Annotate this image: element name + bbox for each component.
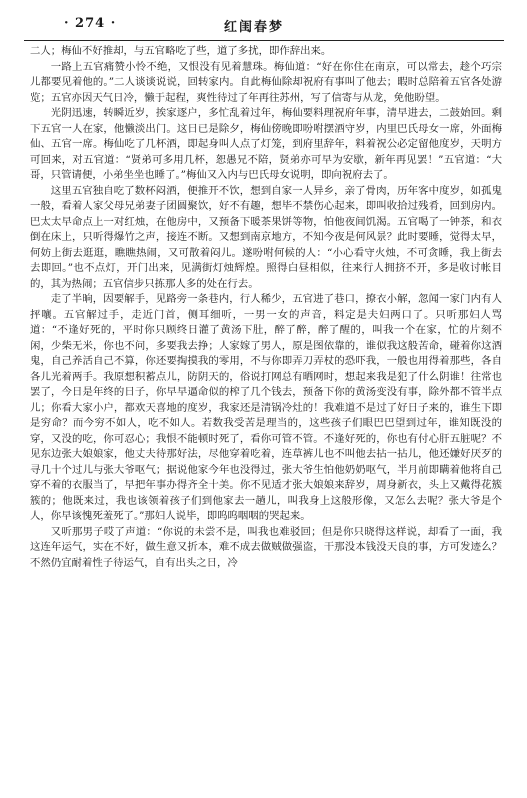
page-number: · 274 · bbox=[64, 16, 117, 31]
paragraph: 一路上五官痛赞小怜不绝，又恨没有见着慧珠。梅仙道：“好在你住在南京，可以常去，趁个巧宗儿都要见着他的。”二人谈谈说说，回转家内。自此梅仙除却祝府有事叫了他去；暇时总陪着五官各处游览；五官亦因天气日冷，懒于起程，爽性待过了年再往苏州，写了信寄与从龙，免他盼望。 bbox=[30, 60, 502, 104]
running-title: 红闺春梦 bbox=[224, 20, 285, 35]
paragraph: 又听那男子哎了声道：“你说的未尝不是，叫我也难驳回；但是你只晓得这样说，却看了一面，我这连年运气，实在不好，做生意又折本，难不成去做贼做强盗，干那没本钱没天良的事，方可发迹么？不然仍宜耐着性子待运气，自有出头之日，冷 bbox=[30, 525, 502, 569]
body-text bbox=[30, 44, 502, 571]
paragraph: 光阴迅速，转瞬近岁，挨家逐户，多忙乱着过年，梅仙要料理祝府年事，清早进去，二鼓始回。剩下五官一人在家，他懒淡出门。这日已是除夕，梅仙傍晚即吩咐摆酒守岁，内里巴氏母女一席，外面梅仙、五官一席。梅仙吃了几杯酒，即起身叫人点了灯笼，到府里辞年，料着祝公必定留他度岁，天明方可回来，对五官道：“贤弟可多用几杯，恕愚兄不陪，贤弟亦可早为安歇，新年再见罢！”五官道：“大哥，只管请便，小弟坐坐也睡了。”梅仙又入内与巴氏母女说明，即向祝府去了。 bbox=[30, 107, 502, 181]
paragraph: 二人；梅仙不好推却，与五官略吃了些，道了多扰，即作辞出来。 bbox=[30, 45, 332, 57]
paragraph: 走了半晌，因要解手，见路旁一条巷内，行人稀少，五官进了巷口，撩衣小解，忽闻一家门内有人抨嚷。五官解过手，走近门首，侧耳细听，一男一女的声音，料定是夫妇两口了。只听那妇人骂道：“不逢好死的，平时你只顾终日灌了黄汤下肚，醉了醉，醉了醒的，叫我一个在家，忙的片刻不闲，少柴无米，你也不问，多要我去挣；人家嫁了男人，原是图依靠的，谁似我这般苦命，碰着你这酒鬼，自己养活自己不算，你还要掏摸我的零用，不与你即弄刀弄杖的恐吓我，一般也用得着那些，各自各儿光着两手。我原想积蓄点儿，防阴天的，俗说打网总有晒网时，想起来我是犯了什么阴谁！往常也罢了，今日是年终的日子，你早早逼命似的榨了几个钱去，预备下你的黄汤变没有事，除外都不管半点儿；你看大家小户，都欢天喜地的度岁，我家还是清锅冷灶的！我难道不是过了好日子来的，谁生下即是穷命？而今穷不如人，吃不如人。若数我受苦是理当的，这些孩子们眼巴巴望到过年，谁知既没的穿，又没的吃，你可忍心；我恨不能顿时死了，看你可管不管。不逢好死的，你也有付心肝五脏呢？不见东边张大娘娘家，他丈夫待那好法，尽他穿着吃着，连草裤儿也不叫他去拈一拈儿，他还嫌好厌歹的寻几十个过儿与张大爷呕气；据说他家今年也没得过，张大爷生怕他奶奶呕气，半月前即瞒着他将自己穿不着的衣服当了，早把年事办得齐全十美。你不见适才张大娘娘来辞岁，周身新衣，头上又戴得花簇簇的；他既来过，我也该领着孩子们到他家去一趟儿，叫我身上这般形像，又怎么去呢？张大爷是个人，你早该愧死羞死了。”那妇人说毕，即呜呜咽咽的哭起来。 bbox=[30, 293, 502, 522]
header-rule bbox=[24, 40, 504, 41]
page-header bbox=[24, 14, 504, 36]
paragraph: 这里五官独自吃了数杯闷酒，便推开不饮，想到自家一人异乡，亲了骨肉，历年客中度岁，如孤鬼一般，看着人家父母兄弟妻子团圆聚饮，好不有趣，想毕不禁伤心起来，即叫收拾过残肴，回到房内。巴太太早命点上一对红烛，在他房中，又预备下暖茶果饼等物，怕他夜间饥渴。五官喝了一钟茶，和衣倒在床上，只听得爆竹之声，接连不断。又想到南京地方，不知今夜是何风景？此时要睡，觉得太早，何妨上街去逛逛，瞧瞧热闹，又可散着闷儿。遂吩咐何候的人：“小心看守火烛，不可贪睡，我上街去去即回。”也不点灯，开门出来，见满街灯烛辉煌。照得白昼相似，往来行人拥挤不开，多是收讨帐目的，其为热闹；五官信步只拣那人多的处在行去。 bbox=[30, 184, 502, 290]
